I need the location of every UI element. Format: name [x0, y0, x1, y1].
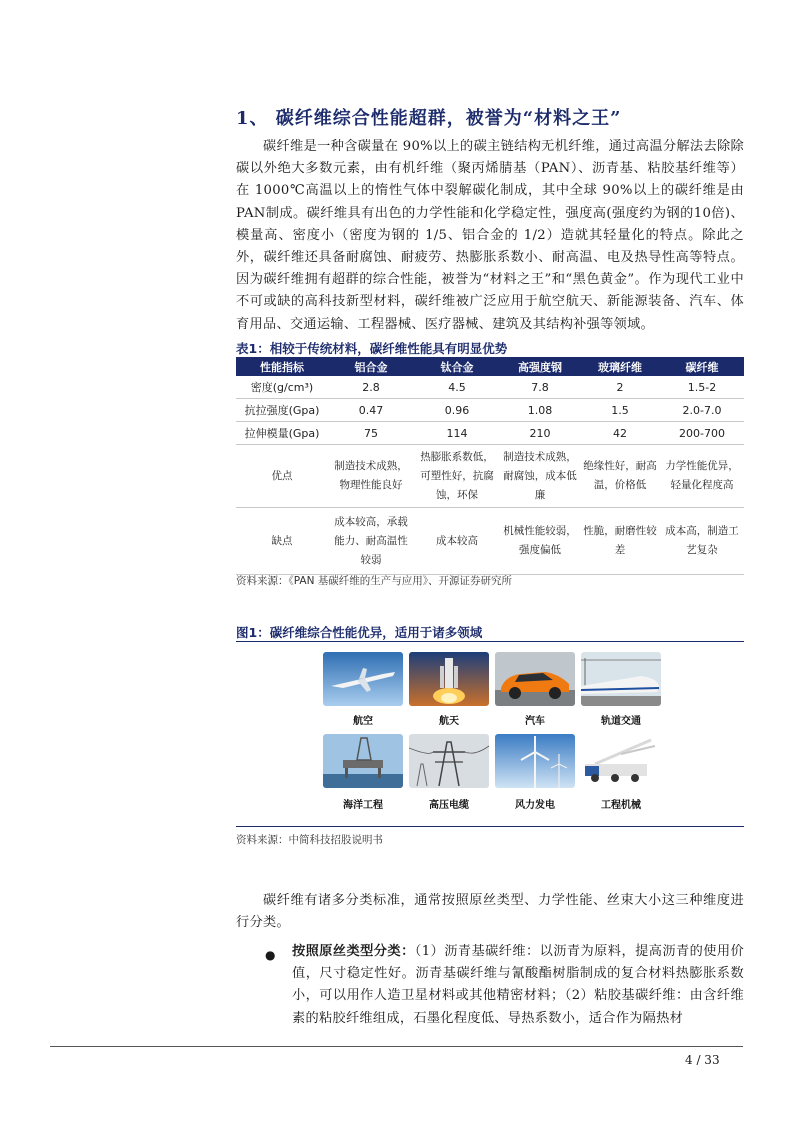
figure-source: 资料来源：中简科技招股说明书: [236, 834, 383, 846]
figure-bottom-rule: [236, 826, 744, 827]
table-header-row: [236, 357, 744, 376]
tile-label: 工程机械: [601, 800, 641, 811]
table-cell: 210: [500, 422, 580, 445]
bullet-title: 按照原丝类型分类：: [292, 944, 415, 959]
table-cell: 1.5-2: [660, 376, 744, 399]
tile-label: 海洋工程: [343, 800, 383, 811]
table-cell: 1.5: [580, 399, 660, 422]
bullet-dot-icon: ●: [265, 948, 276, 962]
section-heading: 1、 碳纤维综合性能超群，被誉为“材料之王”: [236, 108, 622, 129]
table-cell: 4.5: [414, 376, 500, 399]
table-cell: 力学性能优异，轻量化程度高: [660, 445, 744, 508]
intro-text: 碳纤维是一种含碳量在 90%以上的碳主链结构无机纤维，通过高温分解法去除除碳以外绝大多数元素，由有机纤维（聚丙烯腈基（PAN）、沥青基、粘胶基纤维等）在 1000℃高温以上的惰性气体中裂解碳化制成，其中全球 90%以上的碳纤维是由 PAN制成。碳纤维具有出色的力学性能和化学稳定性，强度高(强度约为钢的10倍)、模量高、密度小（密度为钢的 1/5、铝合金的 1/2）造就其轻量化的特点。除此之外，碳纤维还具备耐腐蚀、耐疲劳、热膨胀系数小、耐高温、电及热导性高等特点。因为碳纤维拥有超群的综合性能，被誉为“材料之王”和“黑色黄金”。作为现代工业中不可或缺的高科技新型材料，碳纤维被广泛应用于航空航天、新能源装备、汽车、体育用品、交通运输、工程器械、医疗器械、建筑及其结构补强等领域。: [236, 139, 744, 332]
table-cell: 性脆，耐磨性较差: [580, 508, 660, 575]
table-row: [236, 508, 744, 575]
table-cell: 成本高，制造工艺复杂: [660, 508, 744, 575]
wind-turbine-photo-icon: [495, 734, 575, 788]
page-number: 4 / 33: [685, 1053, 720, 1067]
table-cell: 75: [328, 422, 414, 445]
table-cell: 抗拉强度(Gpa): [236, 399, 328, 422]
tile-label: 航天: [439, 716, 459, 727]
table-header-cell: 高强度钢: [500, 357, 580, 376]
tile-label: 风力发电: [515, 800, 555, 811]
table-header-cell: 性能指标: [236, 357, 328, 376]
tile-label: 高压电缆: [429, 800, 469, 811]
bullet-paragraph: [292, 941, 744, 1030]
tile-label: 汽车: [525, 716, 545, 727]
table-cell: 成本较高: [414, 508, 500, 575]
table-cell: 0.96: [414, 399, 500, 422]
table-cell: 制造技术成熟，耐腐蚀，成本低廉: [500, 445, 580, 508]
table-cell: 2.0-7.0: [660, 399, 744, 422]
table-cell: 制造技术成熟，物理性能良好: [328, 445, 414, 508]
table-cell: 2: [580, 376, 660, 399]
table-cell: 成本较高，承载能力、耐高温性较弱: [328, 508, 414, 575]
table-cell: 拉伸模量(Gpa): [236, 422, 328, 445]
materials-comparison-table: [236, 357, 744, 575]
footer-rule: [50, 1046, 743, 1047]
table-row: [236, 376, 744, 399]
train-photo-icon: [581, 652, 661, 706]
table-cell: 0.47: [328, 399, 414, 422]
car-photo-icon: [495, 652, 575, 706]
offshore-platform-photo-icon: [323, 734, 403, 788]
classification-paragraph: [236, 890, 744, 934]
table-cell: 1.08: [500, 399, 580, 422]
table-cell: 114: [414, 422, 500, 445]
tile-label: 轨道交通: [601, 716, 641, 727]
pump-truck-photo-icon: [581, 734, 661, 788]
table-cell: 机械性能较弱，强度偏低: [500, 508, 580, 575]
table-cell: 热膨胀系数低，可塑性好，抗腐蚀，环保: [414, 445, 500, 508]
table-cell: 绝缘性好，耐高温，价格低: [580, 445, 660, 508]
table-cell: 密度(g/cm³): [236, 376, 328, 399]
table-caption: 表1：相较于传统材料，碳纤维性能具有明显优势: [236, 341, 508, 356]
table-row: [236, 422, 744, 445]
table-header-cell: 钛合金: [414, 357, 500, 376]
bullet-text: （1）沥青基碳纤维：以沥青为原料，提高沥青的使用价值，尺寸稳定性好。沥青基碳纤维与氰酸酯树脂制成的复合材料热膨胀系数小，可以用作人造卫星材料或其他精密材料；（2）粘胶基碳纤维：由含纤维素的粘胶纤维组成，石墨化程度低、导热系数小，适合作为隔热材: [292, 944, 744, 1026]
table-header-cell: 铝合金: [328, 357, 414, 376]
table-cell: 缺点: [236, 508, 328, 575]
table-row: [236, 399, 744, 422]
classification-text: 碳纤维有诸多分类标准，通常按照原丝类型、力学性能、丝束大小这三种维度进行分类。: [236, 893, 744, 931]
table-cell: 200-700: [660, 422, 744, 445]
rocket-photo-icon: [409, 652, 489, 706]
table-cell: 优点: [236, 445, 328, 508]
intro-paragraph: [236, 136, 744, 336]
airplane-photo-icon: [323, 652, 403, 706]
figure-caption-rule: [236, 641, 744, 642]
figure-caption: 图1：碳纤维综合性能优异，适用于诸多领域: [236, 625, 483, 640]
power-tower-photo-icon: [409, 734, 489, 788]
table-cell: 42: [580, 422, 660, 445]
table-row: [236, 445, 744, 508]
table-source: 资料来源：《PAN 基碳纤维的生产与应用》、开源证券研究所: [236, 575, 513, 587]
table-header-cell: 碳纤维: [660, 357, 744, 376]
table-header-cell: 玻璃纤维: [580, 357, 660, 376]
table-cell: 2.8: [328, 376, 414, 399]
tile-label: 航空: [353, 716, 373, 727]
table-cell: 7.8: [500, 376, 580, 399]
